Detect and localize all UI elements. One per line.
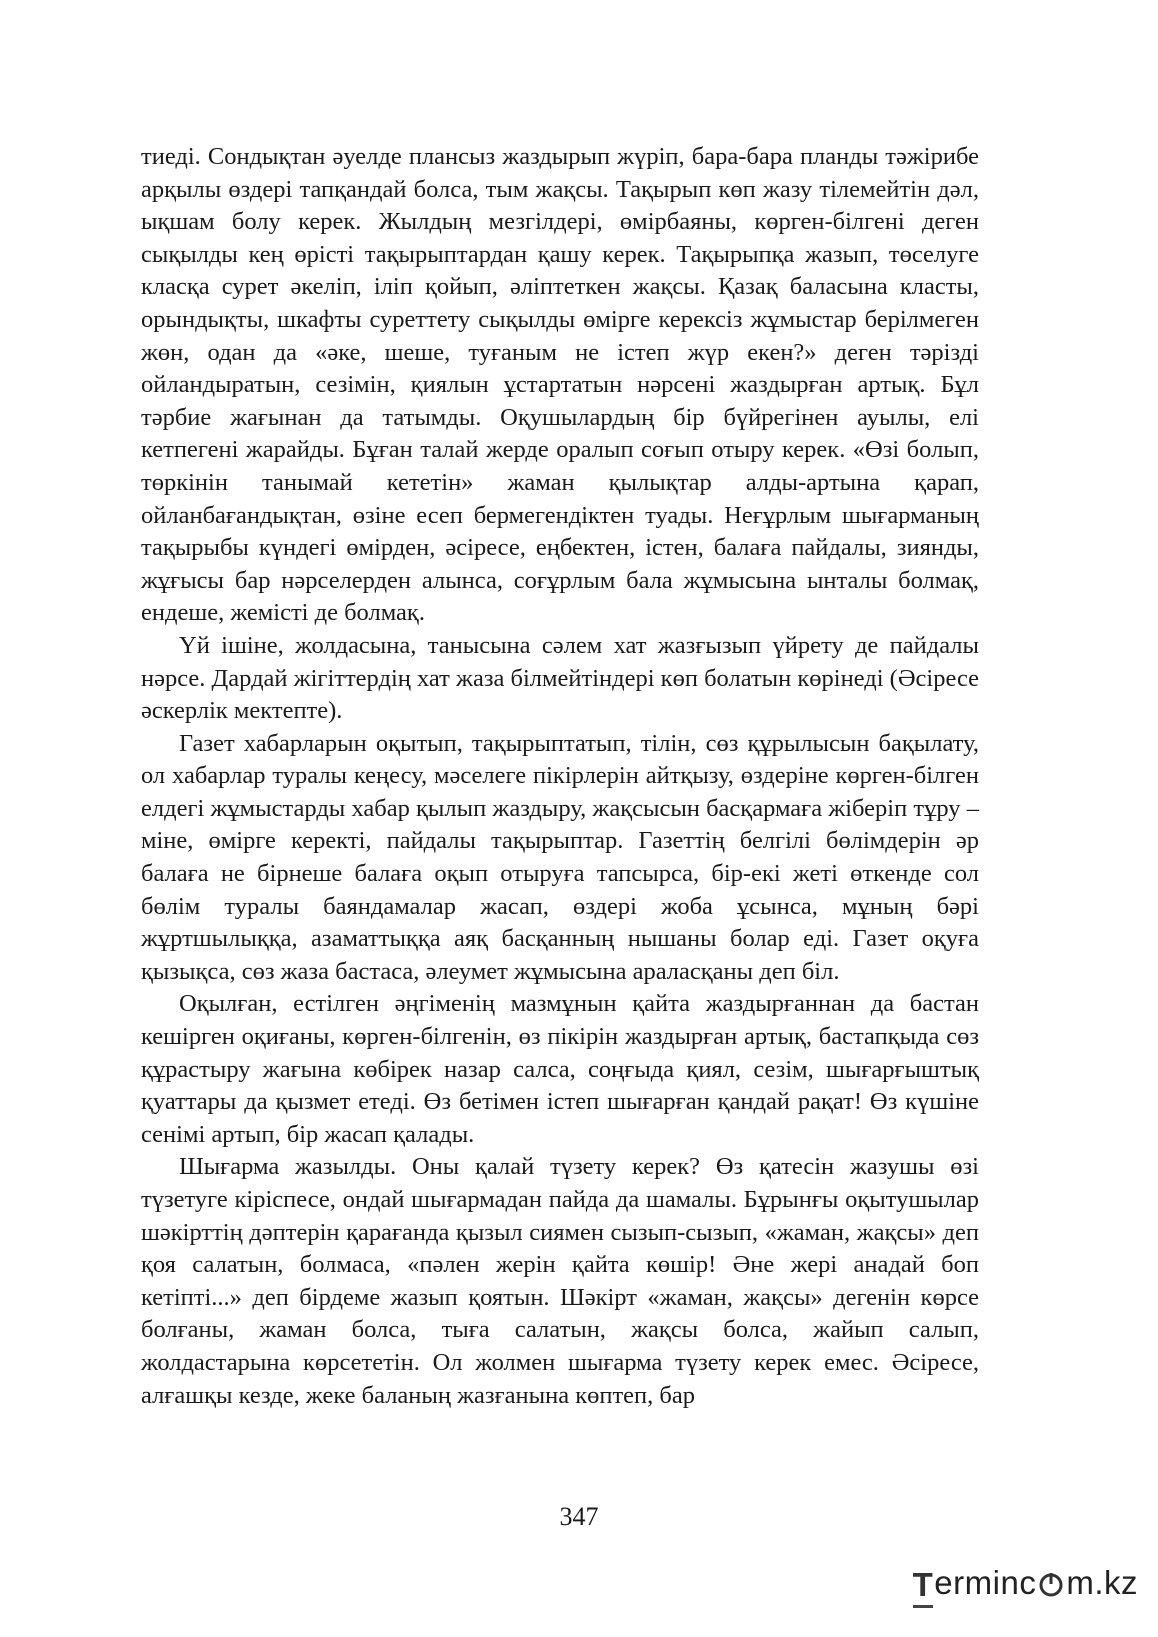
paragraph-5: Шығарма жазылды. Оны қалай түзету керек? Өз қатесін жазушы өзі түзетуге кіріспесе, ондай шығармадан пайда да шамалы. Бұрынғы оқытушылар шәкірттің дәптерін қарағанда қызыл сиямен сызып-сызып, «жаман, жақсы» деп қоя салатын, болмаса, «пәлен жерін қайта көшір! Әне жері анадай боп кетіпті...» деп бірдеме жазып қоятын. Шәкірт «жаман, жақсы» дегенін көрсе болғаны, жаман болса, тыға салатын, жақсы болса, жайып салып, жолдастарына көрсететін. Ол жолмен шығарма түзету керек емес. Әсіресе, алғашқы кезде, жеке баланың жазғанына көптеп, бар: [141, 1153, 979, 1409]
paragraph-4: Оқылған, естілген әңгіменің мазмұнын қайта жаздырғаннан да бастан кешірген оқиғаны, көрген-білгенін, өз пікірін жаздырған артық, бастапқыда сөз құрастыру жағына көбірек назар салса, соңғыда қиял, сезім, шығарғыштық қуаттары да қызмет етеді. Өз бетімен істеп шығарған қандай рақат! Өз күшіне сенімі артып, бір жасап қалады.: [141, 990, 979, 1148]
watermark-text-part-3: m.kz: [1066, 1564, 1138, 1601]
watermark-text-part-1: ermin: [934, 1564, 1020, 1601]
power-icon: [1037, 1567, 1065, 1607]
site-watermark-logo: [913, 1563, 1138, 1607]
paragraph-2: Үй ішіне, жолдасына, танысына сәлем хат жазғызып үйрету де пайдалы нәрсе. Дардай жігіттердің хат жаза білмейтіндері көп болатын көрінеді (Әсіресе әскерлік мектепте).: [141, 631, 979, 725]
body-text: [141, 141, 979, 1412]
paragraph-3: Газет хабарларын оқытып, тақырыптатып, тілін, сөз құрылысын бақылату, ол хабарлар туралы кеңесу, мәселеге пікірлерін айтқызу, өздеріне көрген-білген елдегі жұмыстарды хабар қылып жаздыру, жақсысын басқармаға жіберіп тұру – міне, өмірге керекті, пайдалы тақырыптар. Газеттің белгілі бөлімдерін әр балаға не бірнеше балаға оқып отыруға тапсырса, бір-екі жеті өткенде сол бөлім туралы баяндамалар жасап, өздері жоба ұсынса, мұның бәрі жұртшылыққа, азаматтыққа аяқ басқанның нышаны болар еді. Газет оқуға қызықса, сөз жаза бастаса, әлеумет жұмысына араласқаны деп біл.: [141, 729, 979, 985]
watermark-t-glyph: T: [913, 1565, 934, 1608]
watermark-text-part-2: c: [1019, 1564, 1037, 1601]
paragraph-1: тиеді. Сондықтан әуелде плансыз жаздырып жүріп, бара-бара планды тәжірибе арқылы өздері тапқандай болса, тым жақсы. Тақырып көп жазу тілемейтін дәл, ықшам болу керек. Жылдың мезгілдері, өмірбаяны, көрген-білгені деген сықылды кең өрісті тақырыптардан қашу керек. Тақырыпқа жазып, төселуге класқа сурет әкеліп, іліп қойып, әліптеткен жақсы. Қазақ баласына класты, орындықты, шкафты суреттету сықылды өмірге керексіз жұмыстар берілмеген жөн, одан да «әке, шеше, туғаным не істеп жүр екен?» деген тәрізді ойландыратын, сезімін, қиялын ұстартатын нәрсені жаздырған артық. Бұл тәрбие жағынан да татымды. Оқушылардың бір бүйрегінен ауылы, елі кетпегені жарайды. Бұған талай жерде оралып соғып отыру керек. «Өзі болып, төркінін танымай кететін» жаман қылықтар алды-артына қарап, ойланбағандықтан, өзіне есеп бермегендіктен туады. Неғұрлым шығарманың тақырыбы күндегі өмірден, әсіресе, еңбектен, істен, балаға пайдалы, зиянды, жұғысы бар нәрселерден алынса, соғұрлым бала жұмысына ынталы болмақ, ендеше, жемісті де болмақ.: [141, 143, 979, 627]
page-number: 347: [559, 1502, 599, 1531]
